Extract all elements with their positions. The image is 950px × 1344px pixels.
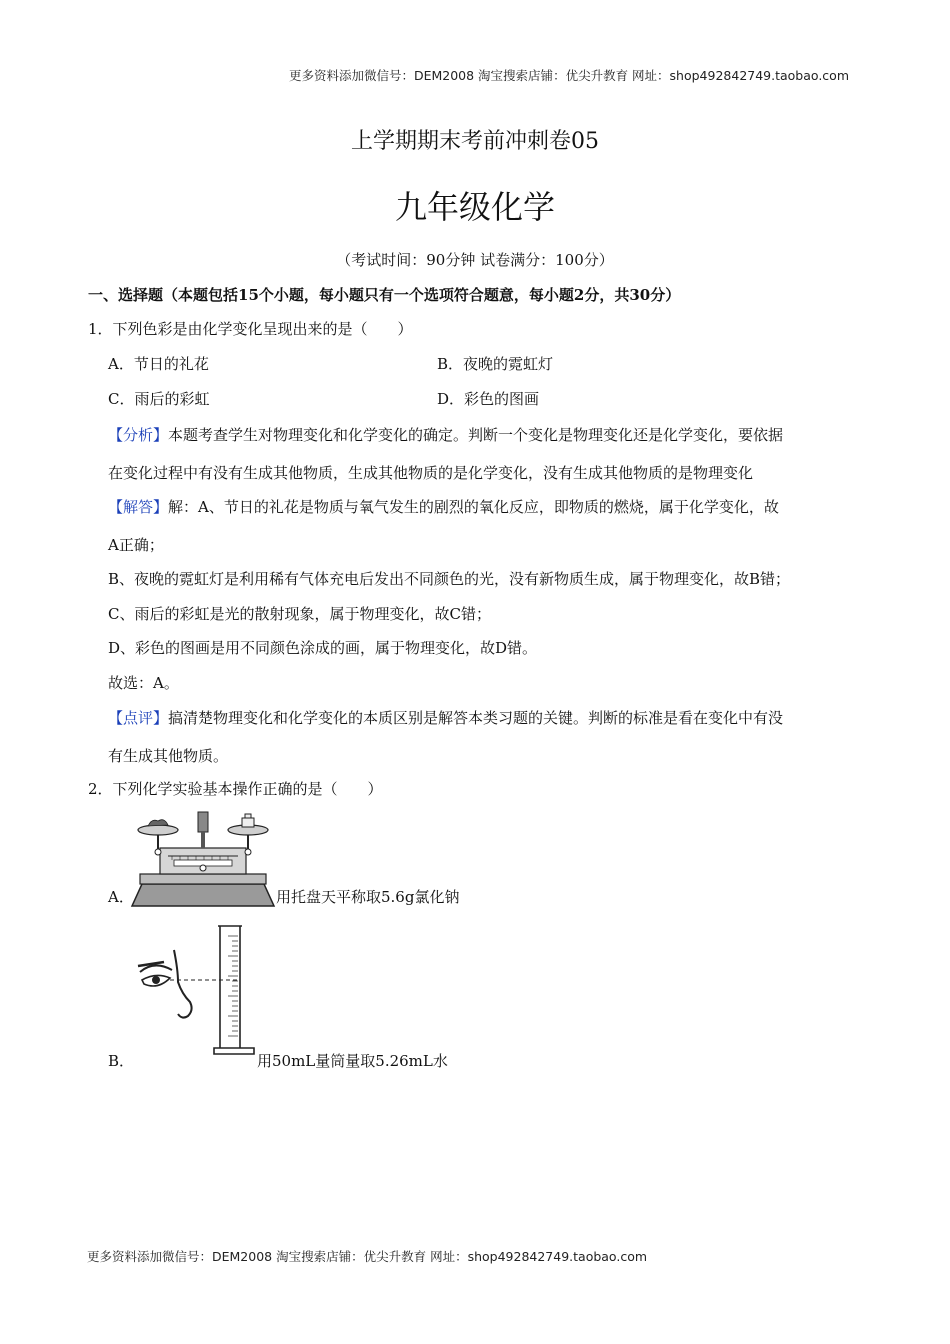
answer-text-4: C、雨后的彩虹是光的散射现象，属于物理变化，故C错； [108,605,491,623]
subject-title: 九年级化学 [394,188,555,226]
q1-analysis [108,424,783,445]
comment-text-2: 有生成其他物质。 [108,747,229,765]
q2-option-a-text: 用托盘天平称取5.6g氯化钠 [276,888,460,906]
comment-tag: 【点评】 [108,709,169,727]
answer-text-3: B、夜晚的霓虹灯是利用稀有气体充电后发出不同颜色的光，没有新物质生成，属于物理变化，故B错； [108,570,791,588]
q1-option-d: D．彩色的图画 [437,390,540,408]
answer-text-5: D、彩色的图画是用不同颜色涂成的画，属于物理变化，故D错。 [108,639,538,657]
answer-tag: 【解答】 [108,498,169,516]
balance-scale-figure [130,808,276,908]
q1-answer [108,496,779,517]
footer-ad: 更多资料添加微信号：DEM2008 淘宝搜索店铺：优尖升教育 网址：shop492842749.taobao.com [87,1249,648,1264]
q2-stem: 2．下列化学实验基本操作正确的是（ ） [88,780,383,798]
q1-option-a: A．节日的礼花 [108,355,209,373]
page-title: 上学期期末考前冲刺卷05 [351,129,599,154]
analysis-tag: 【分析】 [108,426,169,444]
header-ad: 更多资料添加微信号：DEM2008 淘宝搜索店铺：优尖升教育 网址：shop492842749.taobao.com [288,68,850,83]
q2-option-b-label: B． [108,1052,135,1070]
q1-option-b: B．夜晚的霓虹灯 [437,355,554,373]
analysis-text-2: 在变化过程中有没有生成其他物质，生成其他物质的是化学变化，没有生成其他物质的是物理变化 [108,464,754,482]
analysis-text-1: 本题考查学生对物理变化和化学变化的确定。判断一个变化是物理变化还是化学变化，要依据 [168,426,784,444]
q1-option-c: C．雨后的彩虹 [108,390,210,408]
graduated-cylinder-figure [134,922,258,1062]
q2-option-a-label: A． [108,888,134,906]
q2-option-b-text: 用50mL量筒量取5.26mL水 [257,1052,448,1070]
answer-text-6: 故选：A。 [108,674,179,692]
q1-stem: 1．下列色彩是由化学变化呈现出来的是（ ） [88,320,413,338]
answer-text-2: A正确； [108,536,164,554]
answer-text-1: 解：A、节日的礼花是物质与氧气发生的剧烈的氧化反应，即物质的燃烧，属于化学变化，故 [168,498,779,516]
q1-comment [108,707,783,728]
comment-text-1: 搞清楚物理变化和化学变化的本质区别是解答本类习题的关键。判断的标准是看在变化中有没 [168,709,784,727]
section-title: 一、选择题（本题包括15个小题，每小题只有一个选项符合题意，每小题2分，共30分） [88,286,681,304]
exam-info: （考试时间：90分钟 试卷满分：100分） [336,251,614,269]
